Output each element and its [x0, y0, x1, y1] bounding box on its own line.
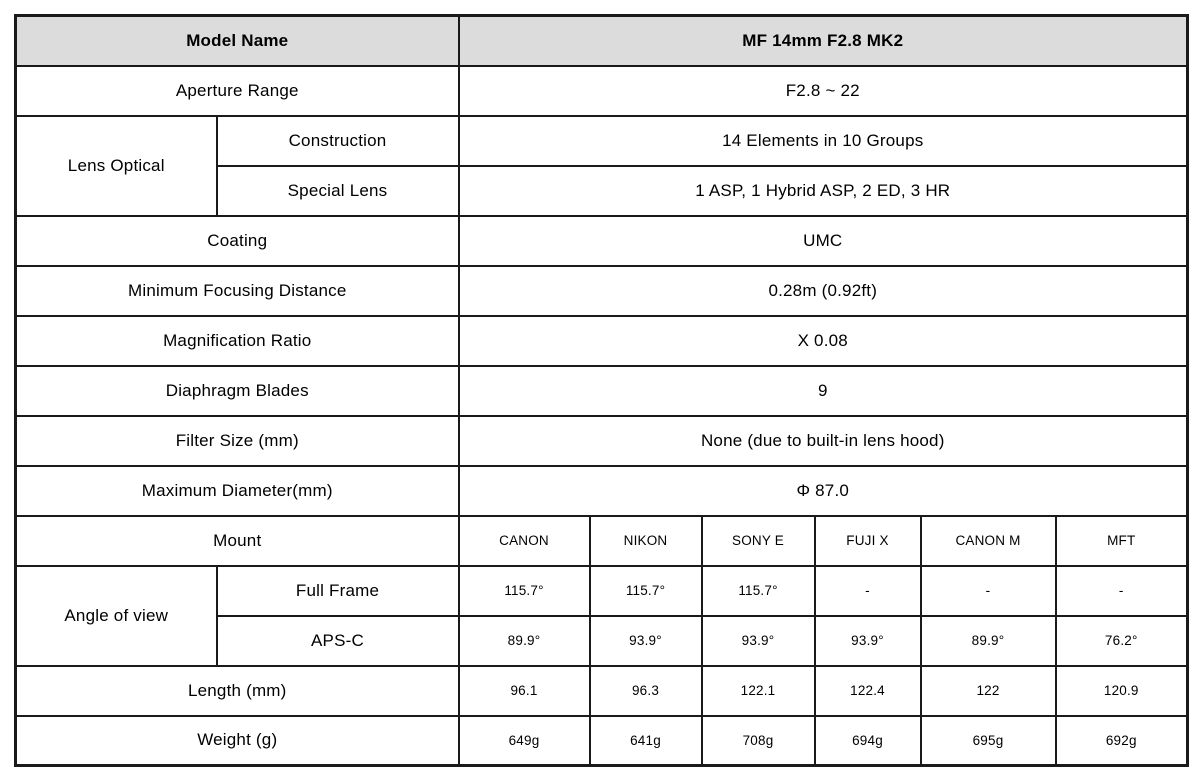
aps-c-nikon: 93.9°	[590, 616, 702, 666]
length-mft: 120.9	[1056, 666, 1188, 716]
special-lens-value: 1 ASP, 1 Hybrid ASP, 2 ED, 3 HR	[459, 166, 1188, 216]
diaphragm-value: 9	[459, 366, 1188, 416]
table-row-aperture-range	[16, 66, 1188, 116]
mount-column-fuji-x: FUJI X	[815, 516, 921, 566]
aperture-range-label: Aperture Range	[16, 66, 459, 116]
length-label: Length (mm)	[16, 666, 459, 716]
coating-label: Coating	[16, 216, 459, 266]
full-frame-fuji-x: -	[815, 566, 921, 616]
mount-column-mft: MFT	[1056, 516, 1188, 566]
diaphragm-label: Diaphragm Blades	[16, 366, 459, 416]
table-row-max-diameter	[16, 466, 1188, 516]
weight-label: Weight (g)	[16, 716, 459, 766]
table-row-magnification	[16, 316, 1188, 366]
length-sony-e: 122.1	[702, 666, 815, 716]
aps-c-fuji-x: 93.9°	[815, 616, 921, 666]
aps-c-label: APS-C	[217, 616, 459, 666]
full-frame-canon-m: -	[921, 566, 1056, 616]
weight-nikon: 641g	[590, 716, 702, 766]
table-row-coating	[16, 216, 1188, 266]
table-row-min-focus	[16, 266, 1188, 316]
mount-label: Mount	[16, 516, 459, 566]
construction-value: 14 Elements in 10 Groups	[459, 116, 1188, 166]
aperture-range-value: F2.8 ~ 22	[459, 66, 1188, 116]
table-row-model-name	[16, 16, 1188, 66]
min-focus-label: Minimum Focusing Distance	[16, 266, 459, 316]
angle-of-view-label: Angle of view	[16, 566, 217, 666]
mount-column-nikon: NIKON	[590, 516, 702, 566]
full-frame-canon: 115.7°	[459, 566, 590, 616]
magnification-value: X 0.08	[459, 316, 1188, 366]
length-canon: 96.1	[459, 666, 590, 716]
length-nikon: 96.3	[590, 666, 702, 716]
table-row-filter-size	[16, 416, 1188, 466]
magnification-label: Magnification Ratio	[16, 316, 459, 366]
full-frame-label: Full Frame	[217, 566, 459, 616]
max-diameter-value: Φ 87.0	[459, 466, 1188, 516]
table-row-diaphragm	[16, 366, 1188, 416]
construction-label: Construction	[217, 116, 459, 166]
aps-c-sony-e: 93.9°	[702, 616, 815, 666]
full-frame-mft: -	[1056, 566, 1188, 616]
filter-size-label: Filter Size (mm)	[16, 416, 459, 466]
special-lens-label: Special Lens	[217, 166, 459, 216]
aps-c-mft: 76.2°	[1056, 616, 1188, 666]
mount-column-canon-m: CANON M	[921, 516, 1056, 566]
full-frame-sony-e: 115.7°	[702, 566, 815, 616]
weight-canon-m: 695g	[921, 716, 1056, 766]
model-name-label: Model Name	[16, 16, 459, 66]
filter-size-value: None (due to built-in lens hood)	[459, 416, 1188, 466]
model-name-value: MF 14mm F2.8 MK2	[459, 16, 1188, 66]
length-canon-m: 122	[921, 666, 1056, 716]
min-focus-value: 0.28m (0.92ft)	[459, 266, 1188, 316]
table-row-construction	[16, 116, 1188, 166]
weight-canon: 649g	[459, 716, 590, 766]
weight-mft: 692g	[1056, 716, 1188, 766]
lens-optical-label: Lens Optical	[16, 116, 217, 216]
full-frame-nikon: 115.7°	[590, 566, 702, 616]
table-row-mount	[16, 516, 1188, 566]
max-diameter-label: Maximum Diameter(mm)	[16, 466, 459, 516]
weight-sony-e: 708g	[702, 716, 815, 766]
aps-c-canon: 89.9°	[459, 616, 590, 666]
coating-value: UMC	[459, 216, 1188, 266]
length-fuji-x: 122.4	[815, 666, 921, 716]
lens-spec-table	[14, 14, 1189, 767]
table-row-full-frame	[16, 566, 1188, 616]
weight-fuji-x: 694g	[815, 716, 921, 766]
aps-c-canon-m: 89.9°	[921, 616, 1056, 666]
mount-column-canon: CANON	[459, 516, 590, 566]
table-row-weight	[16, 716, 1188, 766]
mount-column-sony-e: SONY E	[702, 516, 815, 566]
table-row-length	[16, 666, 1188, 716]
